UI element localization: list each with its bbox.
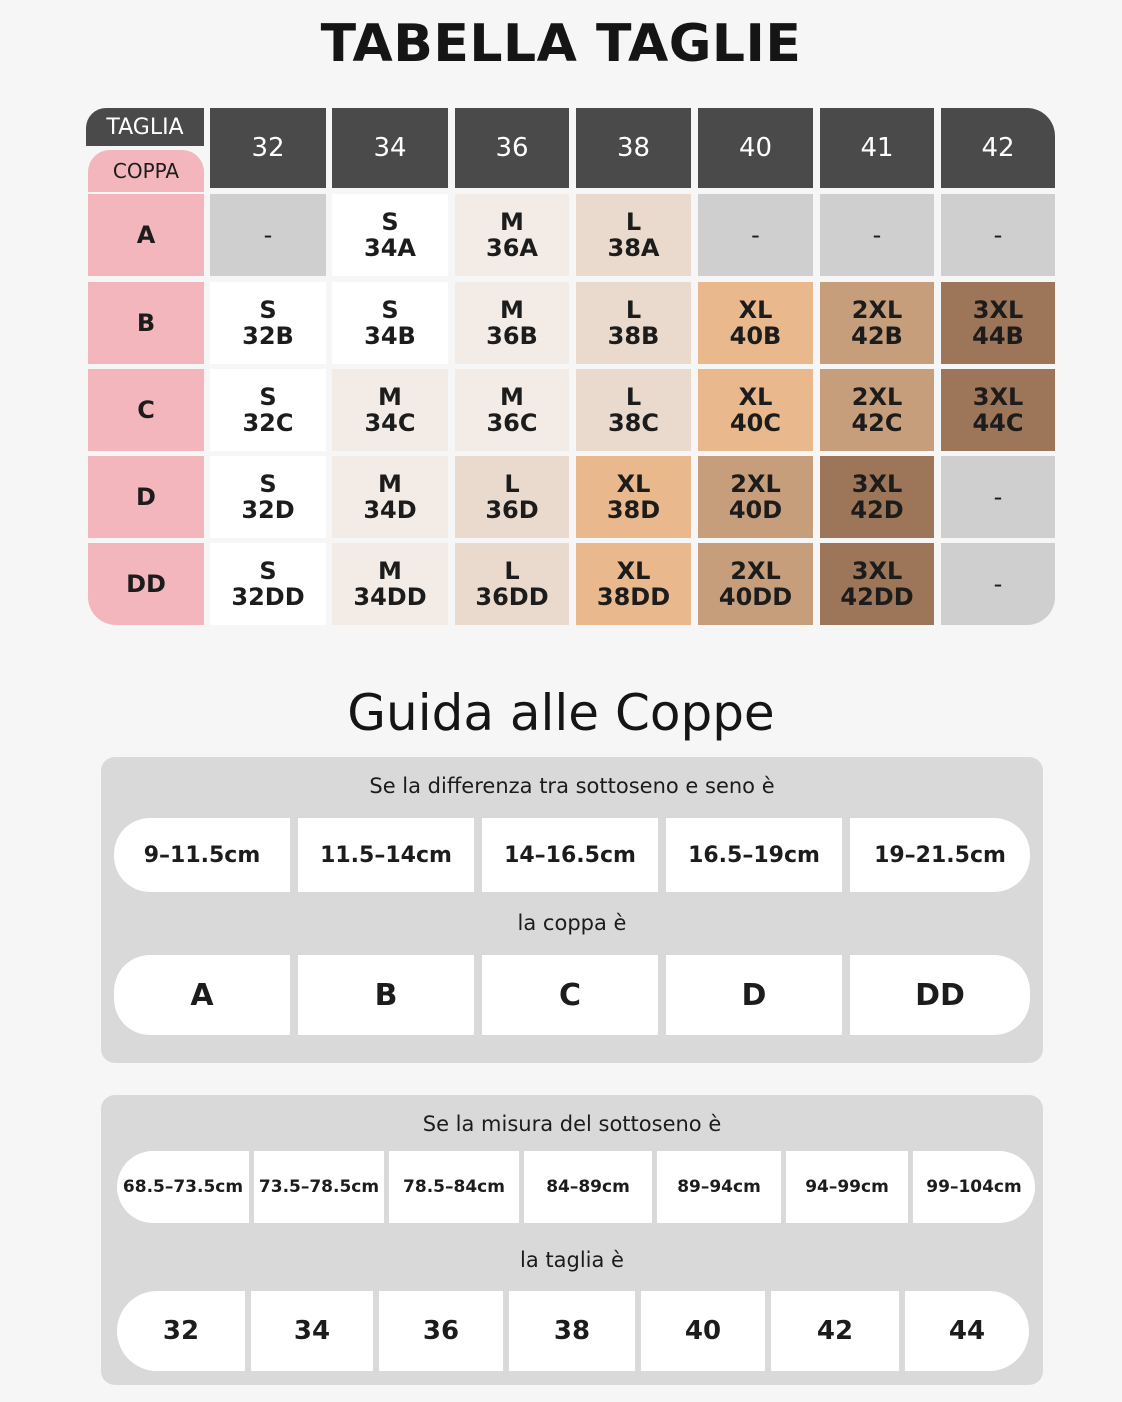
size-cell [698,282,813,364]
size-table [0,0,1122,640]
size-cell-code: 44B [972,322,1024,350]
size-cell-code: 40D [728,496,783,524]
size-cell-size: XL [738,383,773,411]
column-header: 40 [698,108,813,188]
size-cell [820,282,934,364]
size-cell-code: 36A [486,234,538,262]
underbust-pill: 84–89cm [524,1151,652,1223]
size-cell-code: 32D [241,496,295,524]
size-cell [455,543,569,625]
size-cell [698,369,813,451]
size-cell-size: S [259,383,277,411]
column-header: 42 [941,108,1055,188]
size-cell-size: S [259,470,277,498]
size-cell-size: 2XL [730,557,781,585]
size-cell-code: 38D [606,496,661,524]
size-cell-code: 36B [486,322,538,350]
size-cell [698,194,813,276]
size-cell-size: L [504,470,520,498]
size-result-row [117,1291,1029,1371]
cup-pill: C [482,955,658,1035]
size-cell-code: 44C [972,409,1024,437]
size-cell-size: 2XL [851,383,903,411]
difference-pill: 19–21.5cm [850,818,1030,892]
underbust-pill: 73.5–78.5cm [254,1151,384,1223]
cup-label: la coppa è [517,911,627,935]
underbust-row [117,1151,1035,1223]
underbust-pill: 99–104cm [913,1151,1035,1223]
size-cell-size: M [378,470,402,498]
difference-pill: 14–16.5cm [482,818,658,892]
header-taglia: TAGLIA [86,108,204,146]
size-cell [941,194,1055,276]
size-cell-code: 32C [242,409,294,437]
size-cell-size: S [259,557,277,585]
cup-pill: A [114,955,290,1035]
size-cell-size: - [993,221,1003,249]
size-cell-code: 36DD [475,583,549,611]
underbust-pill: 94–99cm [786,1151,908,1223]
size-cell [941,456,1055,538]
size-cell-size: M [500,296,524,324]
size-cell-code: 38A [607,234,660,262]
difference-row [114,818,1030,892]
column-header: 41 [820,108,934,188]
size-cell-code: 42DD [840,583,914,611]
size-cell [820,194,934,276]
size-cell-size: S [259,296,277,324]
size-result-pill: 32 [117,1291,245,1371]
size-cell-code: 40DD [718,583,793,611]
difference-label: Se la differenza tra sottoseno e seno è [369,774,775,798]
size-label: la taglia è [520,1248,624,1272]
cup-row-header: DD [88,543,204,625]
difference-pill: 16.5–19cm [666,818,842,892]
column-header: 34 [332,108,448,188]
size-cell [455,369,569,451]
size-cell [210,543,326,625]
size-cell-size: - [993,483,1003,511]
size-cell-code: 38B [607,322,660,350]
size-result-pill: 36 [379,1291,503,1371]
size-cell [455,282,569,364]
cup-row-header: A [88,194,204,276]
size-cell [332,369,448,451]
cup-row-header: D [88,456,204,538]
underbust-label: Se la misura del sottoseno è [422,1112,722,1136]
size-cell-size: - [872,221,882,249]
size-cell-code: 32B [242,322,294,350]
cup-row-header: C [88,369,204,451]
difference-pill: 9–11.5cm [114,818,290,892]
size-cell-size: M [378,557,402,585]
size-cell [820,543,934,625]
column-header: 36 [455,108,569,188]
size-cell-code: 40C [729,409,781,437]
difference-pill: 11.5–14cm [298,818,474,892]
size-cell-size: L [625,383,642,411]
size-cell [210,456,326,538]
size-cell [576,456,691,538]
size-cell [210,194,326,276]
size-cell [820,369,934,451]
size-cell-code: 42C [851,409,903,437]
size-cell-size: L [504,557,520,585]
size-cell-code: 38DD [596,583,671,611]
size-cell-code: 34D [363,496,417,524]
size-cell [698,456,813,538]
size-cell-code: 36C [486,409,538,437]
column-header: 32 [210,108,326,188]
size-cell [941,282,1055,364]
size-cell [576,282,691,364]
cup-row [114,955,1030,1035]
size-cell-size: M [500,208,524,236]
size-cell [455,194,569,276]
size-cell-size: M [378,383,402,411]
size-cell [455,456,569,538]
size-result-pill: 34 [251,1291,373,1371]
size-cell-size: - [751,221,760,249]
size-cell-code: 42D [850,496,904,524]
size-cell [576,194,691,276]
size-cell-code: 32DD [231,583,305,611]
size-result-pill: 42 [771,1291,899,1371]
cup-pill: B [298,955,474,1035]
size-cell-size: - [263,221,273,249]
cup-pill: DD [850,955,1030,1035]
size-cell-size: XL [616,470,651,498]
size-cell [576,543,691,625]
size-cell-code: 40B [729,322,782,350]
size-cell [210,282,326,364]
size-cell-size: 2XL [730,470,781,498]
size-cell-size: S [381,296,399,324]
size-cell [332,194,448,276]
size-cell-code: 36D [485,496,539,524]
size-cell-code: 34DD [353,583,427,611]
size-cell-size: L [625,296,642,324]
size-cell [941,543,1055,625]
size-cell-size: L [625,208,642,236]
size-cell [332,456,448,538]
cup-guide-title: Guida alle Coppe [347,684,775,742]
cup-row-header: B [88,282,204,364]
size-result-pill: 40 [641,1291,765,1371]
underbust-pill: 78.5–84cm [389,1151,519,1223]
underbust-pill: 68.5–73.5cm [117,1151,249,1223]
size-cell [698,543,813,625]
size-cell [820,456,934,538]
size-cell-size: - [993,570,1003,598]
size-cell-code: 34A [364,234,416,262]
size-cell-size: 3XL [851,470,903,498]
size-cell-size: 3XL [851,557,903,585]
underbust-pill: 89–94cm [657,1151,781,1223]
size-cell-code: 38C [607,409,659,437]
header-coppa: COPPA [88,150,204,192]
size-cell [941,369,1055,451]
size-cell-size: 2XL [851,296,903,324]
size-cell [332,543,448,625]
size-cell-size: XL [738,296,773,324]
size-cell-code: 34B [364,322,416,350]
size-cell [210,369,326,451]
column-header: 38 [576,108,691,188]
size-cell [332,282,448,364]
size-result-pill: 44 [905,1291,1029,1371]
size-cell-size: 3XL [972,383,1024,411]
size-cell-code: 34C [364,409,416,437]
cup-pill: D [666,955,842,1035]
size-cell [576,369,691,451]
size-result-pill: 38 [509,1291,635,1371]
size-cell-size: XL [616,557,651,585]
size-cell-size: 3XL [972,296,1024,324]
size-cell-size: S [381,208,399,236]
size-cell-size: M [500,383,524,411]
size-cell-code: 42B [851,322,903,350]
page-title: TABELLA TAGLIE [320,14,802,74]
